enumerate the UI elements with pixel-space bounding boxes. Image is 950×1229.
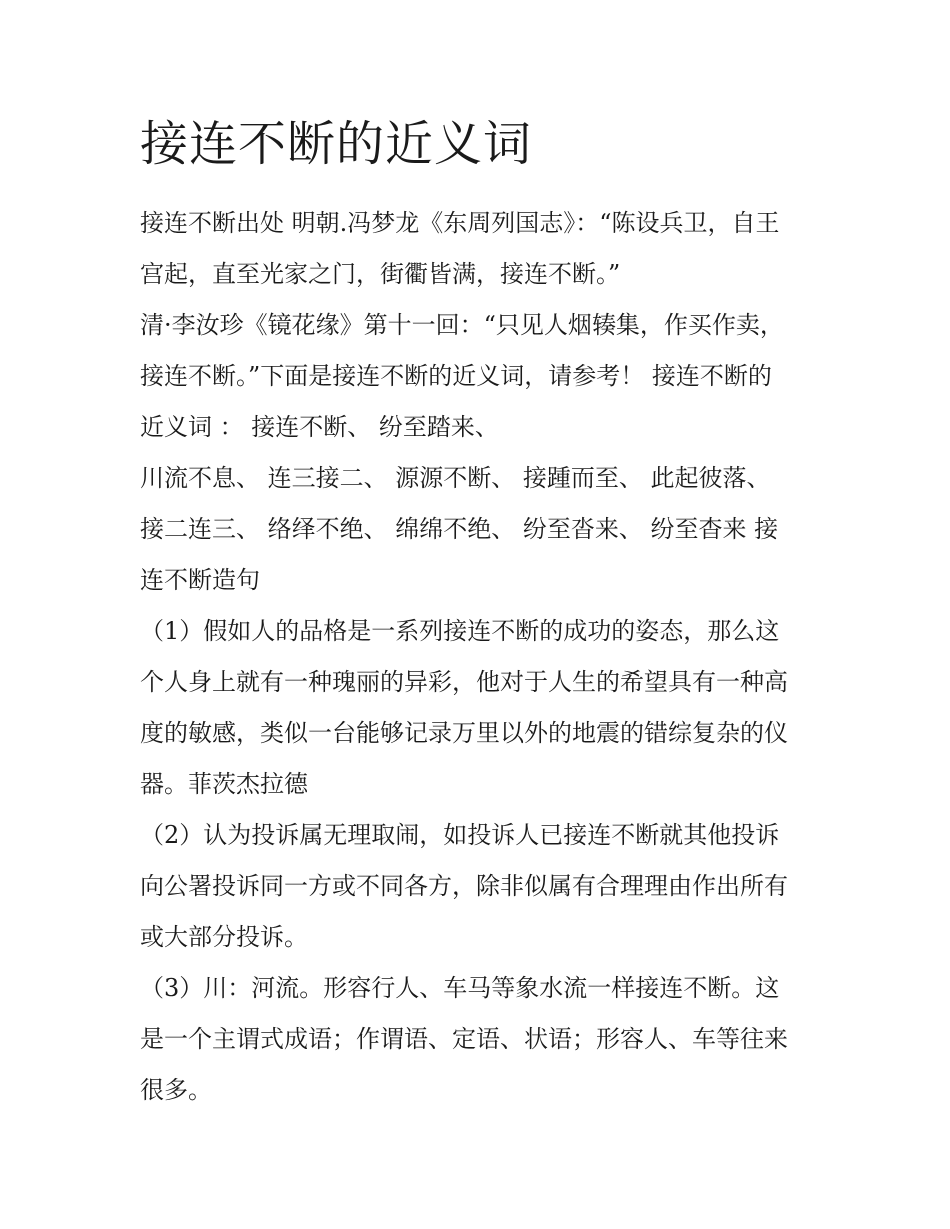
text-line-5: 近义词 ： 接连不断、 纷至踏来、 [140, 413, 499, 441]
text-line-14: 向公署投诉同一方或不同各方，除非似属有合理理由作出所有 [140, 872, 788, 900]
text-line-13: （2）认为投诉属无理取闹，如投诉人已接连不断就其他投诉 [140, 821, 780, 849]
document-body [140, 198, 820, 1116]
text-line-8: 连不断造句 [140, 566, 260, 594]
text-line-1: 接连不断出处 明朝.冯梦龙《东周列国志》：“陈设兵卫，自王 [140, 209, 780, 237]
text-line-6: 川流不息、 连三接二、 源源不断、 接踵而至、 此起彼落、 [140, 464, 771, 492]
text-line-9: （1）假如人的品格是一系列接连不断的成功的姿态，那么这 [140, 617, 780, 645]
text-line-2: 宫起，直至光家之门，街衢皆满，接连不断。” [140, 260, 621, 288]
page-title: 接连不断的近义词 [140, 116, 533, 172]
text-line-3: 清·李汝珍《镜花缘》第十一回：“只见人烟辏集，作买作卖， [140, 311, 784, 339]
text-line-18: 很多。 [140, 1076, 212, 1104]
text-line-12: 器。菲茨杰拉德 [140, 770, 308, 798]
text-line-4: 接连不断。”下面是接连不断的近义词，请参考！ 接连不断的 [140, 362, 772, 390]
text-line-7: 接二连三、 络绎不绝、 绵绵不绝、 纷至沓来、 纷至杳来 接 [140, 515, 779, 543]
text-line-10: 个人身上就有一种瑰丽的异彩，他对于人生的希望具有一种高 [140, 668, 788, 696]
text-line-16: （3）川：河流。形容行人、车马等象水流一样接连不断。这 [140, 974, 780, 1002]
text-line-15: 或大部分投诉。 [140, 923, 308, 951]
text-line-17: 是一个主谓式成语；作谓语、定语、状语；形容人、车等往来 [140, 1025, 788, 1053]
text-line-11: 度的敏感，类似一台能够记录万里以外的地震的错综复杂的仪 [140, 719, 788, 747]
